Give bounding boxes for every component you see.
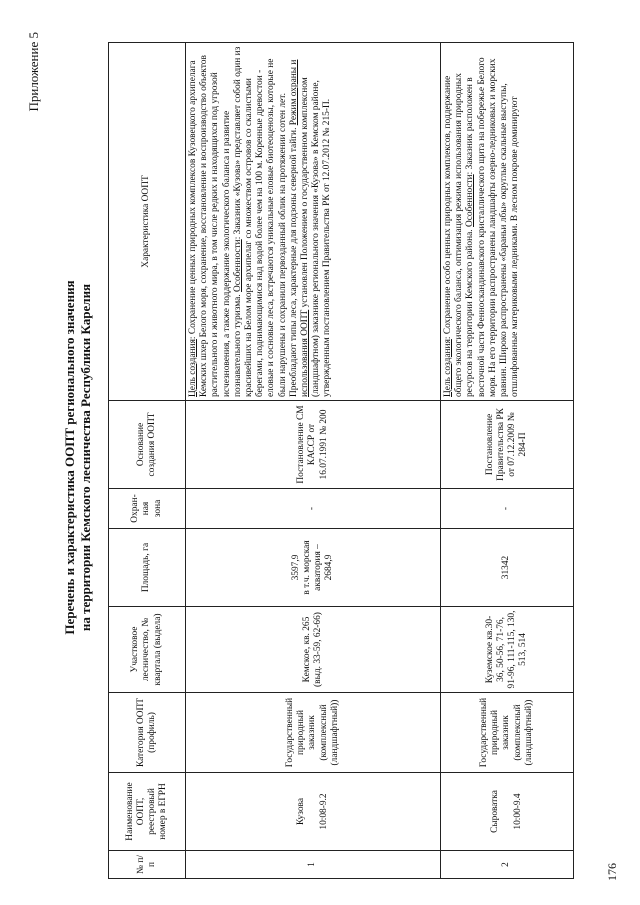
cell-area: [186, 529, 441, 607]
feature-label: Особенности: [465, 174, 476, 227]
cell-name: [186, 773, 441, 851]
feature-label: Особенности: [232, 239, 243, 292]
oopt-name: Сыроватка: [490, 790, 501, 833]
feature-text: : Заказник расположен в восточной части Фенноскандинавского кристаллического щита на побережье Белого моря. На его территории распространены ландшафты озерно-ледниковых и морских равнин. Широко распространены «бараньи лбы» округлые скальные выступы, отшлифованные материковыми ледниками. В лесном покрове доминируют: [465, 57, 521, 397]
header-basis: Основание создания ООПТ: [109, 401, 186, 489]
oopt-name: Кузова: [296, 797, 307, 826]
cell-category: Государственный природный заказник (комплексный (ландшафтный)): [186, 693, 441, 773]
goal-text: : Сохранение особо ценных природных комплексов, поддержание общего экологического баланса, оптимизация режима использования природных ресурсов на территории Кемского района.: [443, 73, 476, 397]
table-row: [441, 43, 574, 879]
cell-num: 2: [441, 851, 574, 879]
protected-areas-table: [108, 42, 574, 879]
title-line-1: Перечень и характеристика ООПТ регионального значения: [62, 280, 77, 635]
rotated-page: [22, 30, 622, 885]
feature-text: : Заказник «Кузова» представляет собой один из красивейших на Белом море архипелаг со множеством островов со скалистыми берегами, поднимающимися над водой более чем на 100 м. Коренные древостои - еловые и сосновые леса, встречаются уникальные еловые биотеоценозы, которые не были нарушены и сохранили первозданный облик на протяжении сотен лет. Преобладают типы леса, характерные для подзоны северной тайги.: [232, 46, 299, 397]
title-line-2: на территории Кемского лесничества Республики Карелия: [78, 283, 93, 632]
header-num: № п/п: [109, 851, 186, 879]
appendix-label: Приложение 5: [26, 32, 41, 112]
cell-characteristic: [441, 43, 574, 401]
document-title: [62, 30, 94, 885]
header-protection-zone: Охран-ная зона: [109, 489, 186, 529]
cell-category: Государственный природный заказник (комплексный (ландшафтный)): [441, 693, 574, 773]
cell-area: [441, 529, 574, 607]
area-total: 31342: [501, 555, 512, 580]
cell-basis: Постановление СМ КАССР от 16.07.1991 № 200: [186, 401, 441, 489]
cell-protection-zone: -: [186, 489, 441, 529]
regime-text: установлен Положением о государственном комплексном (ландшафтном) заказнике регионального значения «Кузова» в Кемском районе, утвержденным постановлением Правительства РК от 12.07.2012 № 215-П.: [300, 77, 333, 397]
header-area: Площадь, га: [109, 529, 186, 607]
cell-forestry: Кемское, кв. 265 (выд. 33-59, 62-66): [186, 607, 441, 693]
page-number: 176: [605, 863, 619, 881]
regime-label: Режим охраны и использования ООПТ: [288, 59, 311, 397]
registry-number: 10:08-9.2: [318, 793, 329, 830]
cell-num: 1: [186, 851, 441, 879]
cell-basis: Постановление Правительства РК от 07.12.2009 № 284-П: [441, 401, 574, 489]
registry-number: 10:00-9.4: [512, 793, 523, 830]
goal-label: Цель создания: [188, 339, 198, 397]
cell-protection-zone: -: [441, 489, 574, 529]
area-note: в т.ч. морская акватория – 2684,9: [301, 540, 335, 595]
table-header-row: [109, 43, 186, 879]
header-characteristic: Характеристика ООПТ: [109, 43, 186, 401]
header-name: Наименование ООПТ, реестровый номер в ЕГРН: [109, 773, 186, 851]
header-forestry: Участковое лесничество, № квартала (выдела): [109, 607, 186, 693]
table-row: [186, 43, 441, 879]
header-category: Категория ООПТ (профиль): [109, 693, 186, 773]
cell-name: [441, 773, 574, 851]
area-total: 3597,9: [290, 554, 301, 581]
cell-forestry: Куземское кв.30-36, 50-56, 71-76, 91-96, 111-115, 130, 513, 514: [441, 607, 574, 693]
goal-text: : Сохранение ценных природных комплексов Кузовецкого архипелага Кемских шхер Белого моря, сохранение, восстановление и воспроизводство объектов растительного и животного мира, в том числе редких и находящихся под угрозой исчезновения, а также поддержание экологического баланса и развитие познавательного туризма.: [188, 55, 243, 397]
goal-label: Цель создания: [443, 339, 453, 397]
cell-characteristic: [186, 43, 441, 401]
